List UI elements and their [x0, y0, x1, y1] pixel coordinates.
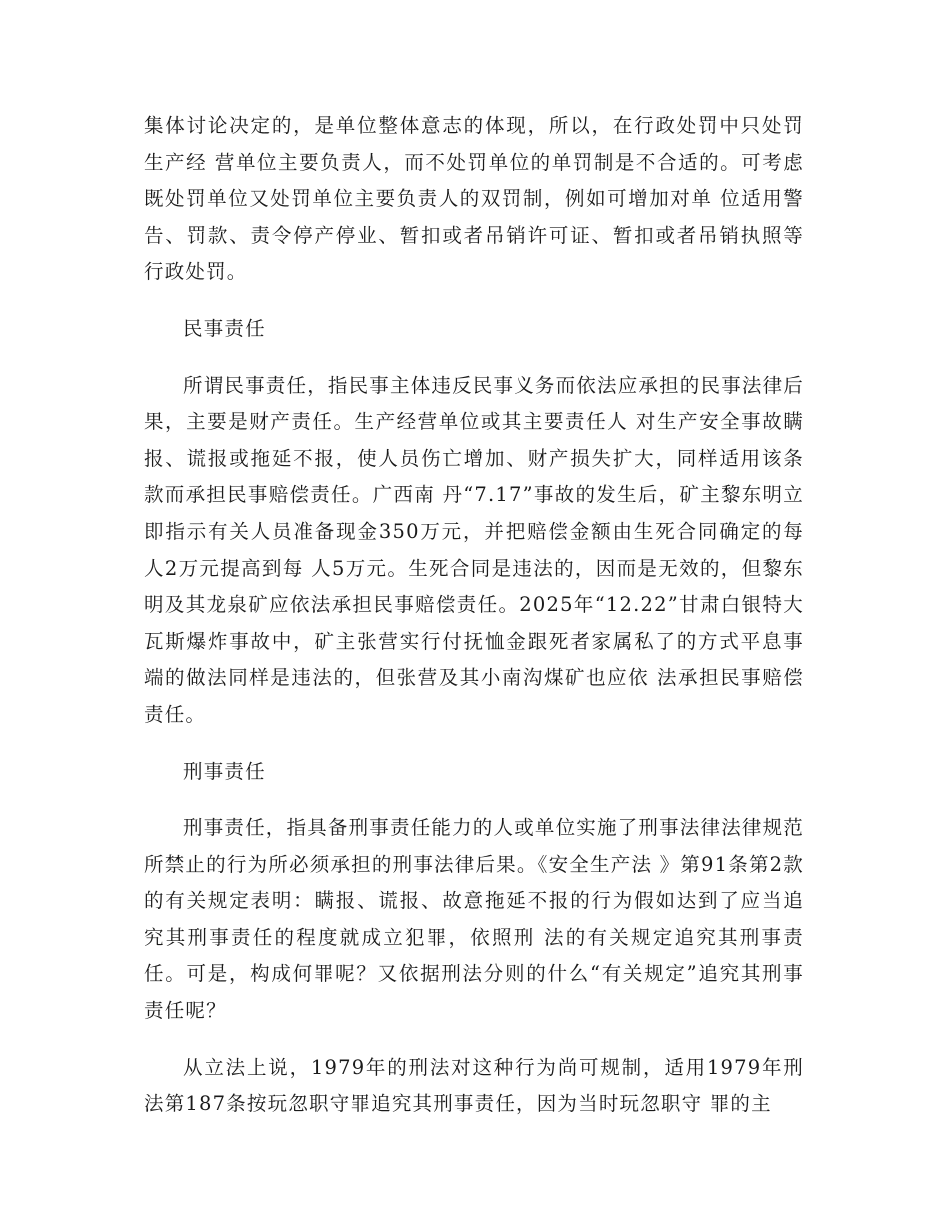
section-heading-criminal-liability: 刑事责任	[183, 759, 266, 783]
section-heading-civil-liability: 民事责任	[183, 316, 266, 340]
document-body	[144, 108, 804, 1143]
paragraph-administrative-penalty: 集体讨论决定的，是单位整体意志的体现，所以，在行政处罚中只处罚生产经 营单位主要负责人，而不处罚单位的单罚制是不合适的。可考虑既处罚单位又处罚单位主要负责人的双罚制，例如可增加对单 位适用警告、罚款、责令停产停业、暂扣或者吊销许可证、暂扣或者吊销执照等行政处罚。	[144, 114, 804, 284]
paragraph-criminal-liability: 刑事责任，指具备刑事责任能力的人或单位实施了刑事法律法律规范所禁止的行为所必须承担的刑事法律后果。《安全生产法 》第91条第2款的有关规定表明：瞒报、谎报、故意拖延不报的行为假如达到了应当追究其刑事责任的程度就成立犯罪，依照刑 法的有关规定追究其刑事责任。可是，构成何罪呢？又依据刑法分则的什么“有关规定”追究其刑事责任呢？	[144, 816, 805, 1023]
paragraph-legislation: 从立法上说，1979年的刑法对这种行为尚可规制，适用1979年刑法第187条按玩忽职守罪追究其刑事责任，因为当时玩忽职守 罪的主	[144, 1055, 804, 1116]
paragraph-civil-liability: 所谓民事责任，指民事主体违反民事义务而依法应承担的民事法律后果，主要是财产责任。生产经营单位或其主要责任人 对生产安全事故瞒报、谎报或拖延不报，使人员伤亡增加、财产损失扩大，同样适用该条款而承担民事赔偿责任。广西南 丹“7.17”事故的发生后，矿主黎东明立即指示有关人员准备现金350万元，并把赔偿金额由生死合同确定的每人2万元提高到每 人5万元。生死合同是违法的，因而是无效的，但黎东明及其龙泉矿应依法承担民事赔偿责任。2025年“12.22”甘肃白银特大 瓦斯爆炸事故中，矿主张营实行付抚恤金跟死者家属私了的方式平息事端的做法同样是违法的，但张营及其小南沟煤矿也应依 法承担民事赔偿责任。	[144, 373, 805, 726]
